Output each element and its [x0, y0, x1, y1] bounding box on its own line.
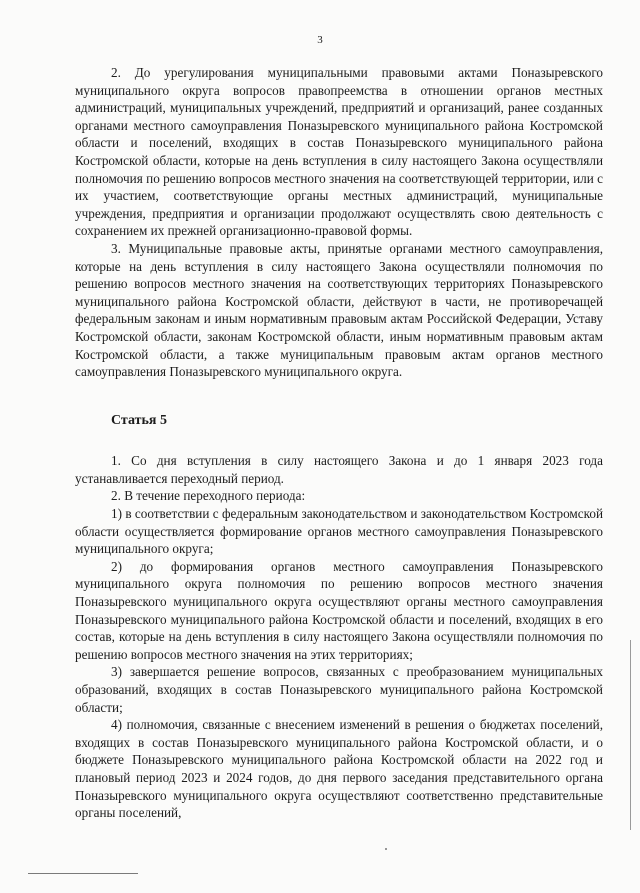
document-body — [75, 64, 603, 822]
paragraph-transition-2: 2. До урегулирования муниципальными правовыми актами Поназыревского муниципального округа вопросов правопреемства в отношении органов местных администраций, муниципальных учреждений, предприятий и организаций, ранее созданных органами местного самоуправления Поназыревского муниципального района Костромской области и поселений, входящих в состав Поназыревского муниципального района Костромской области, которые на день вступления в силу настоящего Закона осуществляли полномочия по решению вопросов местного значения на соответствующей территории, или с их участием, соответствующие органы местных администраций, муниципальные учреждения, предприятия и организации продолжают осуществлять свою деятельность с сохранением их прежней организационно-правовой формы. — [75, 65, 603, 239]
article-paragraph-2: 2. В течение переходного периода: — [111, 488, 306, 504]
article-item-1: 1) в соответствии с федеральным законодательством и законодательством Костромской области осуществляется формирование органов местного самоуправления Поназыревского муниципального округа; — [75, 506, 603, 557]
article-heading: Статья 5 — [111, 412, 167, 428]
scan-edge-mark — [630, 640, 631, 830]
scan-bottom-line — [28, 873, 138, 874]
article-item-2: 2) до формирования органов местного самоуправления Поназыревского муниципального округа полномочия по решению вопросов местного значения Поназыревского муниципального округа осуществляют органы местного самоуправления Поназыревского муниципального района Костромской области и поселений, входящих в его состав, которые на день вступления в силу настоящего Закона осуществляли полномочия по решению вопросов местного значения на этих территориях; — [75, 558, 603, 662]
article-paragraph-1: 1. Со дня вступления в силу настоящего Закона и до 1 января 2023 года устанавливается переходный период. — [75, 453, 603, 486]
page-number: 3 — [317, 34, 323, 46]
article-item-4: 4) полномочия, связанные с внесением изменений в решения о бюджетах поселений, входящих в состав Поназыревского муниципального района Костромской области, и о бюджете Поназыревского муниципального района Костромской области на 2022 год и плановый период 2023 и 2024 годов, до дня первого заседания представительного органа Поназыревского муниципального округа осуществляют соответственно представительные органы поселений, — [75, 717, 603, 821]
scan-dust-mark — [385, 848, 387, 850]
article-item-3: 3) завершается решение вопросов, связанных с преобразованием муниципальных образований, входящих в состав Поназыревского муниципального района Костромской области; — [75, 664, 603, 715]
paragraph-transition-3: 3. Муниципальные правовые акты, принятые органами местного самоуправления, которые на день вступления в силу настоящего Закона осуществляли полномочия по решению вопросов местного значения на соответствующих территориях Поназыревского муниципального района Костромской области, действуют в части, не противоречащей федеральным законам и иным нормативным правовым актам Российской Федерации, Уставу Костромской области, законам Костромской области, иным нормативным правовым актам Костромской области, а также муниципальным правовым актам органов местного самоуправления Поназыревского муниципального округа. — [75, 240, 603, 380]
